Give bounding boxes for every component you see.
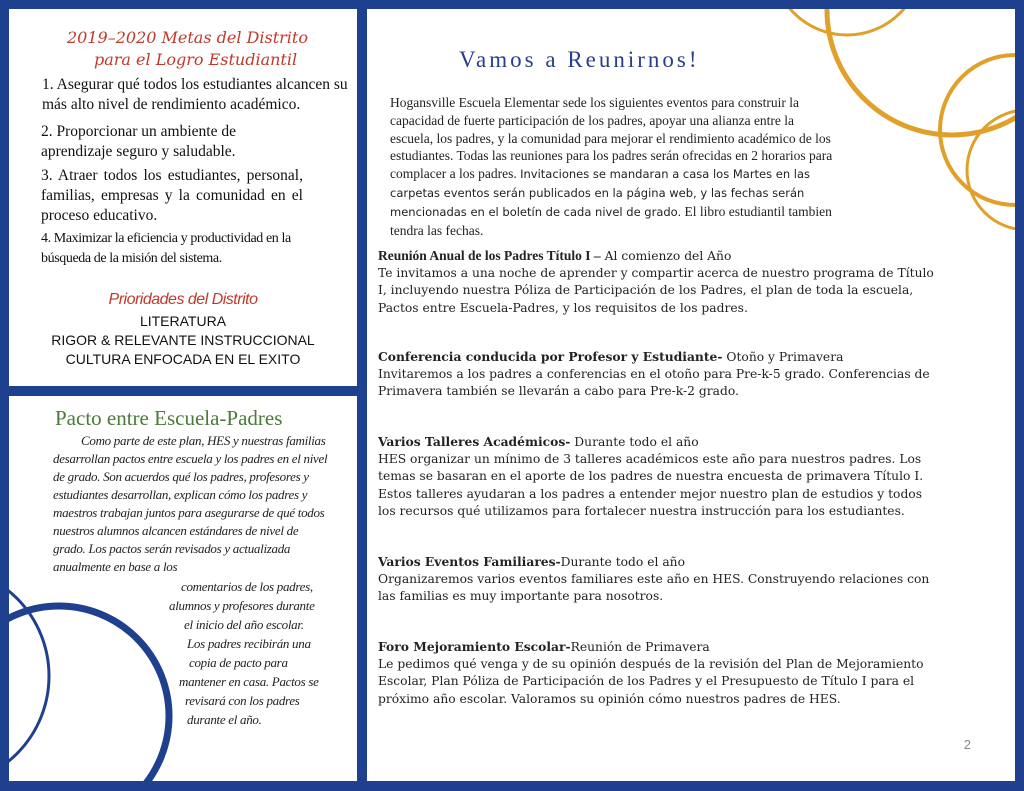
- blue-circle-decoration: [9, 546, 199, 781]
- pact-line: nuestros alumnos alcancen estándares de nivel de: [53, 523, 299, 538]
- event-heading: Conferencia conducida por Profesor y Estudiante-: [378, 349, 723, 364]
- pact-title: Pacto entre Escuela-Padres: [55, 406, 283, 430]
- event-when: Reunión de Primavera: [570, 640, 710, 654]
- goals-panel: [9, 9, 357, 386]
- event-workshops: [378, 433, 938, 520]
- goals-title: [67, 27, 308, 71]
- goal-item-1: 1. Asegurar qué todos los estudiantes alcancen su más alto nivel de rendimiento académico.: [42, 76, 348, 113]
- event-body: Organizaremos varios eventos familiares este año en HES. Construyendo relaciones con las familias es muy importante para nosotros.: [378, 572, 930, 604]
- event-when: Al comienzo del Año: [600, 249, 732, 263]
- event-improvement-forum: [378, 638, 938, 708]
- goal-item-4: 4. Maximizar la eficiencia y productividad en la búsqueda de la misión del sistema.: [41, 231, 291, 266]
- event-conference: [378, 348, 938, 401]
- event-body: Le pedimos qué venga y de su opinión después de la revisión del Plan de Mejoramiento Escolar, Plan Póliza de Participación de los Padres y el Presupuesto de Título I para el próximo año escolar. Valoramos su opinión cómo nuestros padres de HES.: [378, 657, 924, 706]
- goals-title-line2: para el Logro Estudiantil: [94, 50, 298, 69]
- pact-line: durante el año.: [187, 712, 262, 727]
- event-body: Te invitamos a una noche de aprender y compartir acerca de nuestro programa de Título I, incluyendo nuestra Póliza de Participación de los Padres, el plan de toda la escuela, Pactos entre Escuela-Padres, y los requisitos de los padres.: [378, 266, 934, 315]
- priority-item-1: LITERATURA: [139, 313, 227, 329]
- pact-line: de grado. Son acuerdos qué los padres, profesores y: [53, 469, 309, 484]
- pact-line: comentarios de los padres,: [181, 579, 313, 594]
- intro-text: Hogansville Escuela Elementar sede los siguientes eventos para construir la capacidad de fuerte participación de los padres, apoyar una alianza entre la escuela, los padres, y la comunidad para mejorar el rendimiento académico de los estudiantes. Todas las reuniones para los padres serán ofrecidas en 2 horarios para complacer a los padres.: [390, 95, 833, 182]
- pact-line: estudiantes desarrollan, explican cómo los padres y: [53, 487, 308, 502]
- event-when: Durante todo el año: [570, 435, 699, 449]
- pact-line: anualmente en base a los: [53, 559, 178, 574]
- intro-end-text: El libro estudiantil tambien tendra las fechas.: [390, 203, 832, 238]
- meetings-intro: [390, 94, 838, 239]
- goals-title-line1: 2019–2020 Metas del Distrito: [67, 28, 308, 47]
- pact-line: el inicio del año escolar.: [184, 617, 304, 632]
- pact-line: desarrollan pactos entre escuela y los padres en el nivel: [53, 451, 328, 466]
- event-heading: Varios Talleres Académicos-: [378, 434, 571, 449]
- event-annual-meeting: [378, 247, 938, 317]
- pact-line: maestros trabajan juntos para asegurarse de qué todos: [53, 505, 325, 520]
- pact-line: Como parte de este plan, HES y nuestras familias: [81, 433, 326, 448]
- pact-panel: [9, 396, 357, 781]
- priorities-title: Prioridades del Distrito: [108, 291, 258, 308]
- event-when: Durante todo el año: [560, 555, 685, 569]
- event-heading: Foro Mejoramiento Escolar-: [378, 639, 571, 654]
- pact-line: copia de pacto para: [189, 655, 288, 670]
- event-body: Invitaremos a los padres a conferencias en el otoño para Pre-k-5 grado. Conferencias de Primavera también se llevarán a cabo para Pre-k-2 grado.: [378, 367, 930, 399]
- event-heading: Varios Eventos Familiares-: [378, 554, 561, 569]
- pact-line: revisará con los padres: [185, 693, 300, 708]
- event-body: HES organizar un mínimo de 3 talleres académicos este año para nuestros padres. Los temas se basaran en el aporte de los padres de nuestra encuesta de primavera Título I. Estos talleres ayudaran a los padres a entender mejor nuestro plan de estudios y todos los recursos qué utilizamos para fortalecer nuestra instrucción para los estudiantes.: [378, 452, 924, 518]
- priority-item-2: RIGOR & RELEVANTE INSTRUCCIONAL: [51, 332, 315, 348]
- meetings-title: Vamos a Reunirnos!: [459, 47, 700, 72]
- meetings-panel: [367, 9, 1015, 781]
- pact-line: alumnos y profesores durante: [169, 598, 315, 613]
- pact-line: grado. Los pactos serán revisados y actualizada: [53, 541, 291, 556]
- event-heading: Reunión Anual de los Padres Título I –: [378, 248, 601, 263]
- goal-item-3: 3. Atraer todos los estudiantes, personal, familias, empresas y la comunidad en el proceso educativo.: [41, 167, 303, 224]
- event-family: [378, 553, 938, 606]
- pact-line: Los padres recibirán una: [187, 636, 311, 651]
- event-when: Otoño y Primavera: [722, 350, 844, 364]
- goal-item-2: 2. Proporcionar un ambiente de aprendizaje seguro y saludable.: [41, 123, 236, 160]
- pact-line: mantener en casa. Pactos se: [179, 674, 319, 689]
- intro-invitations-text: Invitaciones se mandaran a casa los Martes en las carpetas eventos serán publicados en la página web, y las fechas serán mencionadas en el boletín de cada nivel de grado.: [390, 167, 811, 219]
- priority-item-3: CULTURA ENFOCADA EN EL EXITO: [65, 351, 301, 367]
- page-number: 2: [963, 737, 971, 752]
